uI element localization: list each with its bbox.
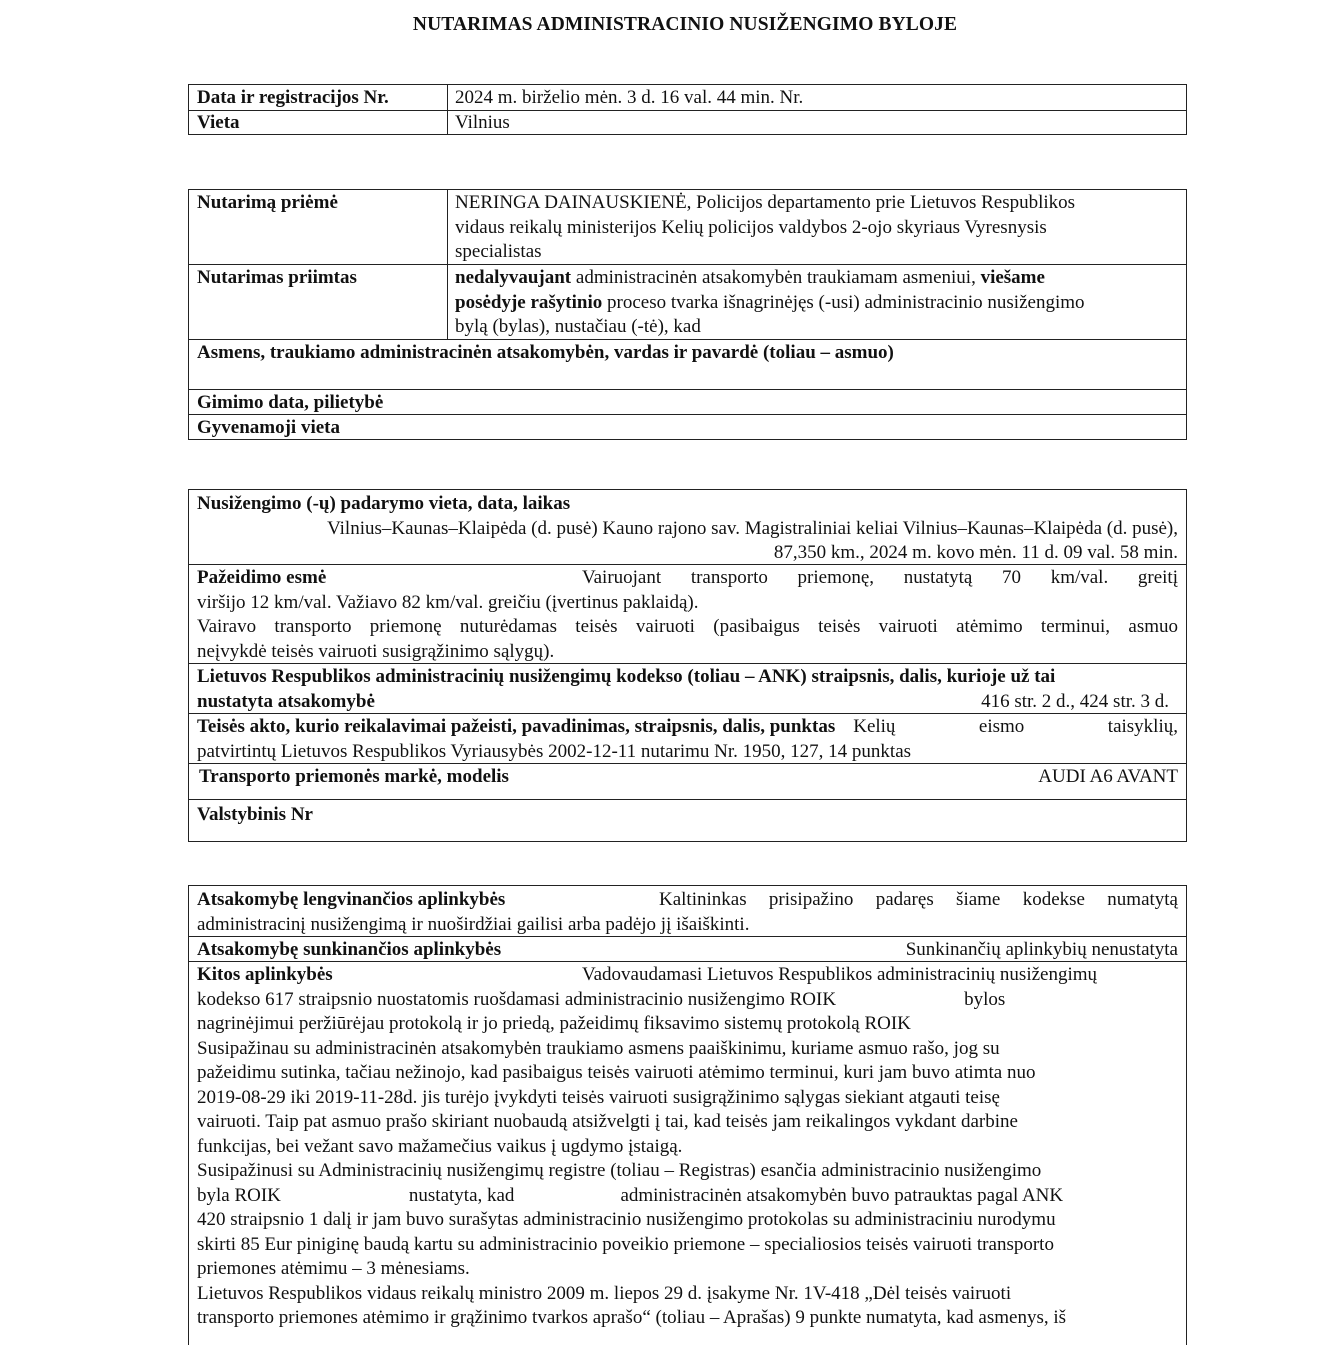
accepted-by-row — [189, 190, 1186, 264]
other-line: 420 straipsnio 1 dalį ir jam buvo surašytas administracinio nusižengimo protokolas su administraciniu nurodymu — [197, 1209, 1056, 1230]
code-label: Lietuvos Respublikos administracinių nusižengimų kodekso (toliau – ANK) straipsnis, dalis, kurioje už tai — [197, 666, 1056, 687]
aggravating-row — [189, 936, 1186, 961]
document-title: NUTARIMAS ADMINISTRACINIO NUSIŽENGIMO BYLOJE — [412, 14, 958, 35]
plate-label: Valstybinis Nr — [197, 804, 313, 825]
birth-label: Gimimo data, pilietybė — [197, 392, 384, 413]
adopted-text: bylą (bylas), nustačiau (-tė), kad — [455, 316, 701, 337]
mitigating-line: Kaltininkas prisipažino padaręs šiame kodekse numatytą — [659, 889, 1178, 910]
essence-line: viršijo 12 km/val. Važiavo 82 km/val. greičiu (įvertinus paklaidą). — [197, 591, 699, 613]
other-line: pažeidimu sutinka, tačiau nežinojo, kad pasibaigus teisės vairuoti atėmimo terminui, kuri jam buvo atimta nuo — [197, 1062, 1036, 1083]
place-label: Vieta — [197, 112, 240, 133]
vehicle-value: AUDI A6 AVANT — [1038, 766, 1178, 787]
other-line: skirti 85 Eur piniginę baudą kartu su administracinio poveikio priemone – specialiosios teisės vairuoti transporto — [197, 1233, 1054, 1255]
adopted-bold: posėdyje rašytinio — [455, 291, 603, 313]
vehicle-row — [189, 763, 1186, 799]
other-line: administracinėn atsakomybėn buvo patrauktas pagal ANK — [620, 1184, 1064, 1206]
other-row — [189, 961, 1186, 1331]
act-value: patvirtintų Lietuvos Respublikos Vyriausybės 2002-12-11 nutarimu Nr. 1950, 127, 14 punktas — [197, 740, 912, 762]
other-line: transporto priemones atėmimo ir grąžinimo tvarkos aprašo“ (toliau – Aprašas) 9 punkte numatyta, kad asmenys, iš — [197, 1307, 1067, 1328]
residence-label: Gyvenamoji vieta — [197, 417, 341, 438]
aggravating-value: Sunkinančių aplinkybių nenustatyta — [905, 939, 1178, 960]
other-line: Susipažinau su administracinėn atsakomybėn traukiamo asmens paaiškinimu, kuriame asmuo rašo, jog su — [197, 1037, 1000, 1059]
vehicle-label: Transporto priemonės markė, modelis — [199, 766, 509, 787]
act-row — [189, 713, 1186, 763]
accepted-by-line: NERINGA DAINAUSKIENĖ, Policijos departamento prie Lietuvos Respublikos — [455, 192, 1076, 213]
other-line: 2019-08-29 iki 2019-11-28d. jis turėjo įvykdyti teisės vairuoti susigrąžinimo sąlygas siekiant atgauti teisę — [197, 1086, 1000, 1108]
person-table — [188, 189, 1187, 440]
other-line: Susipažinusi su Administracinių nusižengimų registre (toliau – Registras) esančia administracinio nusižengimo — [197, 1160, 1042, 1181]
essence-label: Pažeidimo esmė — [197, 567, 327, 588]
code-row — [189, 663, 1186, 713]
mitigating-line: administracinį nusižengimą ir nuoširdžiai gailisi arba padėjo jį išaiškinti. — [197, 913, 750, 935]
essence-line: neįvykdė teisės vairuoti susigrąžinimo sąlygų). — [197, 640, 555, 662]
adopted-value — [447, 266, 1176, 340]
accepted-by-value — [447, 191, 1176, 265]
aggravating-label: Atsakomybę sunkinančios aplinkybės — [197, 939, 502, 960]
adopted-row — [189, 264, 1186, 339]
place-row — [189, 110, 1186, 134]
circumstances-table — [188, 885, 1187, 1345]
date-row — [189, 85, 1186, 110]
date-label: Data ir registracijos Nr. — [197, 87, 389, 108]
other-line: nagrinėjimui peržiūrėjau protokolą ir jo priedą, pažeidimų fiksavimo sistemų protokolą ROIK — [197, 1013, 911, 1034]
other-line: funkcijas, bei vežant savo mažamečius vaikus į ugdymo įstaigą. — [197, 1135, 683, 1157]
adopted-text: proceso tvarka išnagrinėjęs (-usi) administracinio nusižengimo — [602, 291, 1085, 313]
mitigating-label: Atsakomybę lengvinančios aplinkybės — [197, 889, 506, 910]
accepted-by-line: vidaus reikalų ministerijos Kelių policijos valdybos 2-ojo skyriaus Vyresnysis — [455, 216, 1047, 238]
adopted-bold: viešame — [980, 267, 1045, 288]
adopted-text: administracinėn atsakomybėn traukiamam asmeniui, — [571, 267, 981, 288]
offense-table — [188, 489, 1187, 842]
act-value: Kelių eismo taisyklių, — [853, 716, 1178, 737]
accepted-by-label: Nutarimą priėmė — [197, 192, 338, 213]
offense-place-line: Vilnius–Kaunas–Klaipėda (d. pusė) Kauno rajono sav. Magistraliniai keliai Vilnius–Kaunas–Klaipėda (d. pusė), — [327, 517, 1178, 539]
other-line: Vadovaudamasi Lietuvos Respublikos administracinių nusižengimų — [582, 964, 1098, 985]
person-name-row — [189, 339, 1186, 389]
act-label: Teisės akto, kurio reikalavimai pažeisti, pavadinimas, straipsnis, dalis, punktas — [197, 716, 836, 737]
essence-row — [189, 564, 1186, 663]
date-value: 2024 m. birželio mėn. 3 d. 16 val. 44 min. Nr. — [455, 87, 804, 108]
adopted-bold: nedalyvaujant — [455, 267, 572, 288]
other-label: Kitos aplinkybės — [197, 964, 333, 985]
place-value: Vilnius — [455, 112, 510, 133]
code-value: 416 str. 2 d., 424 str. 3 d. — [981, 690, 1169, 712]
offense-place-line: 87,350 km., 2024 m. kovo mėn. 11 d. 09 val. 58 min. — [773, 542, 1178, 563]
offense-place-label: Nusižengimo (-ų) padarymo vieta, data, laikas — [197, 493, 571, 514]
essence-line: Vairavo transporto priemonę nuturėdamas teisės vairuoti (pasibaigus teisės vairuoti atėmimo terminui, asmuo — [197, 616, 1178, 637]
essence-line: Vairuojant transporto priemonę, nustatytą 70 km/val. greitį — [582, 567, 1178, 588]
header-table — [188, 84, 1187, 135]
person-name-label: Asmens, traukiamo administracinėn atsakomybėn, vardas ir pavardė (toliau – asmuo) — [197, 342, 894, 363]
accepted-by-line: specialistas — [455, 241, 542, 262]
other-line: kodekso 617 straipsnio nuostatomis ruošdamasi administracinio nusižengimo ROIK — [197, 988, 837, 1010]
adopted-label: Nutarimas priimtas — [197, 267, 357, 288]
offense-place-row — [189, 490, 1186, 564]
code-label: nustatyta atsakomybė — [197, 690, 375, 712]
birth-row — [189, 389, 1186, 414]
other-line: vairuoti. Taip pat asmuo prašo skiriant nuobaudą atsižvelgti į tai, kad teisės jam reikalingos vykdant darbine — [197, 1111, 1018, 1132]
other-line: nustatyta, kad — [408, 1184, 515, 1206]
other-line: Lietuvos Respublikos vidaus reikalų ministro 2009 m. liepos 29 d. įsakyme Nr. 1V-418 „Dėl teisės vairuoti — [197, 1282, 1012, 1304]
residence-row — [189, 414, 1186, 439]
other-line: bylos — [964, 988, 1006, 1010]
plate-row — [189, 799, 1186, 841]
mitigating-row — [189, 886, 1186, 936]
other-line: priemones atėmimu – 3 mėnesiams. — [197, 1258, 470, 1279]
other-line: byla ROIK — [197, 1184, 281, 1206]
